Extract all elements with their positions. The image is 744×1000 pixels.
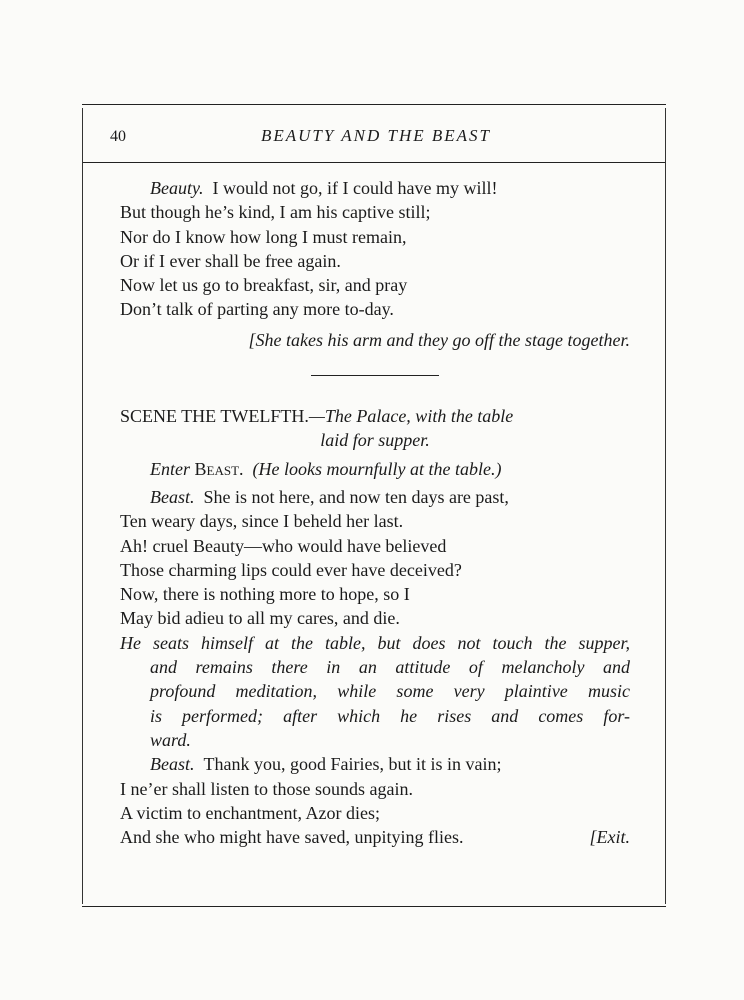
verse-line: I ne’er shall listen to those sounds again.: [120, 778, 413, 799]
verse-line: Nor do I know how long I must remain,: [120, 226, 407, 247]
verse-text: She is not here, and now ten days are past,: [203, 486, 509, 507]
verse-line: Ah! cruel Beauty—who would have believed: [120, 535, 447, 556]
stage-direction-line: and remains there in an attitude of melancholy and: [150, 657, 630, 678]
bottom-rule: [82, 906, 666, 907]
verse-line: [120, 825, 630, 849]
stage-direction-line: is performed; after which he rises and comes for-: [150, 705, 630, 726]
running-title: BEAUTY AND THE BEAST: [260, 126, 491, 145]
stage-direction-line: ward.: [150, 729, 191, 750]
verse-text: And she who might have saved, unpitying flies.: [120, 827, 464, 848]
verse-line: Or if I ever shall be free again.: [120, 250, 341, 271]
verse-text: Thank you, good Fairies, but it is in vain;: [203, 754, 502, 775]
verse-line: Those charming lips could ever have deceived?: [120, 559, 462, 580]
verse-line: [120, 752, 630, 776]
page-header: [110, 126, 642, 148]
scene-heading: SCENE THE TWELFTH.: [120, 406, 309, 427]
verse-text: I would not go, if I could have my will!: [212, 178, 498, 198]
stage-direction: [She takes his arm and they go off the stage together.: [248, 329, 630, 350]
page-number: 40: [110, 128, 126, 145]
verse-line: Now, there is nothing more to hope, so I: [120, 584, 410, 605]
enter-direction: (He looks mournfully at the table.): [252, 458, 502, 479]
right-border: [665, 108, 666, 904]
scene-heading-line: [120, 404, 630, 428]
stage-direction-line: profound meditation, while some very plaintive music: [150, 681, 630, 702]
speaker-name: Beauty.: [150, 178, 204, 198]
page-frame: [82, 98, 666, 910]
speaker-name: Beast.: [150, 486, 195, 507]
enter-character: Beast.: [194, 458, 244, 479]
verse-line: [120, 485, 630, 509]
page-body: [120, 176, 630, 849]
speaker-name: Beast.: [150, 754, 195, 775]
verse-line: May bid adieu to all my cares, and die.: [120, 608, 400, 629]
verse-line: Ten weary days, since I beheld her last.: [120, 511, 404, 532]
verse-line: Now let us go to breakfast, sir, and pray: [120, 275, 408, 296]
top-rule: [82, 104, 666, 105]
verse-line: [120, 176, 630, 200]
section-separator: [311, 375, 439, 376]
verse-line: But though he’s kind, I am his captive still;: [120, 202, 431, 223]
scene-setting: —The Palace, with the table: [308, 406, 514, 427]
verse-line: Don’t talk of parting any more to-day.: [120, 299, 394, 320]
scene-setting-cont: laid for supper.: [320, 430, 430, 451]
stage-direction-line: He seats himself at the table, but does not touch the supper,: [120, 632, 630, 653]
enter-word: Enter: [150, 458, 190, 479]
left-border: [82, 108, 83, 904]
exit-direction: [Exit.: [589, 827, 630, 848]
verse-line: A victim to enchantment, Azor dies;: [120, 802, 380, 823]
entrance-line: [120, 457, 630, 481]
header-rule: [82, 162, 666, 163]
